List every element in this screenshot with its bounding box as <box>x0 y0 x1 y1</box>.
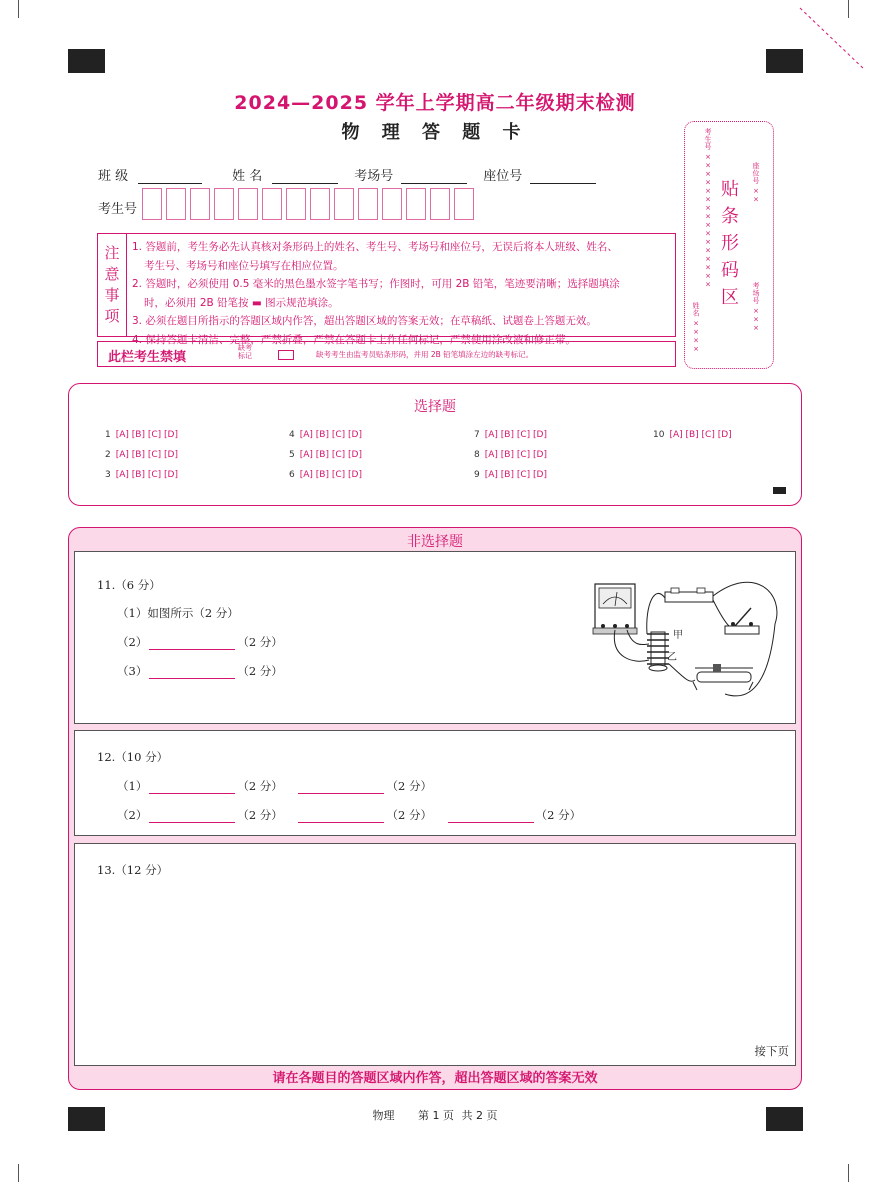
notice-char: 注 <box>104 244 120 262</box>
score-label: （2 分） <box>237 635 283 649</box>
choice-number: 2 <box>105 450 111 460</box>
answer-blank[interactable] <box>149 666 235 679</box>
choice-options[interactable]: [A] [B] [C] [D] <box>669 430 732 440</box>
exam-digit-box[interactable] <box>334 188 354 220</box>
choice-options[interactable]: [A] [B] [C] [D] <box>484 470 547 480</box>
choice-title: 选择题 <box>414 399 456 415</box>
exam-digit-box[interactable] <box>382 188 402 220</box>
page-title: 2024—2025 学年上学期高二年级期末检测 <box>234 92 636 114</box>
student-info-row <box>98 165 612 184</box>
barcode-seat-hint: 座位号 ×× <box>752 162 760 205</box>
q13-panel[interactable] <box>74 843 796 1066</box>
exam-digit-box[interactable] <box>358 188 378 220</box>
choice-item[interactable] <box>474 470 547 480</box>
choice-options[interactable]: [A] [B] [C] [D] <box>115 470 178 480</box>
choice-item[interactable] <box>105 470 178 480</box>
fold-line <box>795 0 870 75</box>
class-field[interactable] <box>138 169 202 184</box>
notice-line: 3. 必须在题目所指示的答题区域内作答，超出答题区域的答案无效；在草稿纸、试题卷上答题无效。 <box>132 315 597 327</box>
choice-options[interactable]: [A] [B] [C] [D] <box>299 430 362 440</box>
answer-blank[interactable] <box>149 637 235 650</box>
barcode-area <box>684 121 774 369</box>
exam-digit-box[interactable] <box>262 188 282 220</box>
notice-side-label <box>98 234 127 336</box>
score-label: （2 分） <box>386 808 432 822</box>
answer-blank[interactable] <box>149 810 235 823</box>
crop-mark <box>0 1164 19 1182</box>
absent-mark-label: 缺考标记 <box>238 344 252 360</box>
seat-label: 座位号 <box>483 169 523 184</box>
barcode-label <box>721 176 741 311</box>
exam-digit-box[interactable] <box>430 188 450 220</box>
q12-part2 <box>117 807 581 823</box>
room-label: 考场号 <box>354 169 394 184</box>
q11-part2-label: （2） <box>117 635 148 649</box>
footer-subject: 物理 <box>372 1109 395 1122</box>
crop-mark <box>848 1164 867 1182</box>
barcode-char: 区 <box>721 287 739 308</box>
footer-page: 第 1 页 <box>418 1109 454 1122</box>
barcode-name-hint: 姓名 ×××× <box>692 302 700 354</box>
absent-note: 缺考考生由监考员贴条形码，并用 2B 铅笔填涂左边的缺考标记。 <box>316 350 534 359</box>
notice-char: 项 <box>104 307 120 325</box>
exam-digit-box[interactable] <box>406 188 426 220</box>
choice-number: 7 <box>474 430 480 440</box>
coil-a-label: 甲 <box>673 630 683 641</box>
choice-item[interactable] <box>289 430 362 440</box>
page-subtitle: 物 理 答 题 卡 <box>341 122 529 143</box>
choice-number: 3 <box>105 470 111 480</box>
room-field[interactable] <box>401 169 467 184</box>
exam-digit-box[interactable] <box>310 188 330 220</box>
choice-item[interactable] <box>474 450 547 460</box>
alignment-mark-small <box>773 487 786 494</box>
choice-number: 10 <box>653 430 665 440</box>
exam-digit-box[interactable] <box>238 188 258 220</box>
choice-options[interactable]: [A] [B] [C] [D] <box>115 430 178 440</box>
notice-char: 意 <box>104 265 120 283</box>
q12-part1-label: （1） <box>117 779 148 793</box>
next-page-note: 接下页 <box>754 1044 789 1058</box>
staff-only-title: 此栏考生禁填 <box>108 350 187 365</box>
barcode-id-hint: 考生号 ×××××××××××××××× <box>704 128 712 290</box>
answer-blank[interactable] <box>298 810 384 823</box>
q11-part2 <box>117 634 283 650</box>
notice-box <box>97 233 676 346</box>
score-label: （2 分） <box>237 664 283 678</box>
q11-part3 <box>117 663 283 679</box>
name-field[interactable] <box>272 169 338 184</box>
choice-item[interactable] <box>653 430 732 440</box>
notice-line: 2. 答题时，必须使用 0.5 毫米的黑色墨水签字笔书写；作图时，可用 2B 铅笔，笔迹要清晰；选择题填涂 <box>132 278 620 290</box>
q13-heading: 13.（12 分） <box>97 863 169 877</box>
choice-number: 6 <box>289 470 295 480</box>
answer-blank[interactable] <box>149 781 235 794</box>
choice-options[interactable]: [A] [B] [C] [D] <box>299 450 362 460</box>
circuit-diagram <box>585 564 785 714</box>
choice-number: 4 <box>289 430 295 440</box>
q11-panel[interactable] <box>74 551 796 724</box>
choice-item[interactable] <box>474 430 547 440</box>
name-label: 姓 名 <box>232 169 263 184</box>
nonchoice-title: 非选择题 <box>407 534 463 550</box>
page-footer <box>0 1107 870 1123</box>
barcode-char: 码 <box>721 260 739 281</box>
barcode-char: 条 <box>721 206 739 227</box>
choice-item[interactable] <box>105 450 178 460</box>
coil-b-label: 乙 <box>667 652 677 663</box>
footer-total: 共 2 页 <box>461 1109 498 1122</box>
notice-line: 考生号、考场号和座位号填写在相应位置。 <box>144 259 344 272</box>
answer-blank[interactable] <box>298 781 384 794</box>
exam-digit-box[interactable] <box>166 188 186 220</box>
q11-part3-label: （3） <box>117 664 148 678</box>
score-label: （2 分） <box>535 808 582 822</box>
answer-blank[interactable] <box>448 810 534 823</box>
q12-part2-label: （2） <box>117 808 148 822</box>
exam-number-label: 考生号 <box>98 202 138 217</box>
alignment-mark <box>68 49 105 73</box>
exam-number-boxes[interactable] <box>142 188 478 220</box>
choice-item[interactable] <box>105 430 178 440</box>
q12-part1 <box>117 778 432 794</box>
exam-digit-box[interactable] <box>286 188 306 220</box>
seat-field[interactable] <box>530 169 596 184</box>
choice-section <box>68 383 802 506</box>
notice-char: 事 <box>104 286 120 304</box>
choice-number: 1 <box>105 430 111 440</box>
class-label: 班 级 <box>98 169 129 184</box>
choice-item[interactable] <box>289 470 362 480</box>
crop-mark <box>0 0 19 18</box>
alignment-mark <box>766 49 803 73</box>
barcode-room-hint: 考场号 ××× <box>752 282 760 333</box>
q12-heading: 12.（10 分） <box>97 750 169 764</box>
barcode-char: 贴 <box>721 179 739 200</box>
choice-options[interactable]: [A] [B] [C] [D] <box>299 470 362 480</box>
choice-item[interactable] <box>289 450 362 460</box>
exam-digit-box[interactable] <box>214 188 234 220</box>
q11-part1: （1）如图所示（2 分） <box>117 606 239 620</box>
exam-digit-box[interactable] <box>454 188 474 220</box>
choice-options[interactable]: [A] [B] [C] [D] <box>484 450 547 460</box>
staff-only-row <box>97 341 676 367</box>
notice-text <box>132 238 671 349</box>
answer-area-warning: 请在各题目的答题区域内作答，超出答题区域的答案无效 <box>272 1071 598 1086</box>
choice-number: 8 <box>474 450 480 460</box>
notice-line: 1. 答题前，考生务必先认真核对条形码上的姓名、考生号、考场号和座位号，无误后将本人班级、姓名、 <box>132 241 618 253</box>
barcode-char: 形 <box>721 233 739 254</box>
notice-line: 4. 保持答题卡清洁、完整，严禁折叠，严禁在答题卡上作任何标记，严禁使用涂改液和修正带。 <box>132 333 576 346</box>
score-label: （2 分） <box>237 779 283 793</box>
choice-options[interactable]: [A] [B] [C] [D] <box>484 430 547 440</box>
score-label: （2 分） <box>237 808 283 822</box>
choice-number: 9 <box>474 470 480 480</box>
choice-number: 5 <box>289 450 295 460</box>
absent-mark-box[interactable] <box>278 350 294 360</box>
exam-digit-box[interactable] <box>190 188 210 220</box>
choice-options[interactable]: [A] [B] [C] [D] <box>115 450 178 460</box>
notice-line: 时，必须用 2B 铅笔按 ▬ 图示规范填涂。 <box>144 296 339 309</box>
exam-digit-box[interactable] <box>142 188 162 220</box>
q11-heading: 11.（6 分） <box>97 578 161 592</box>
q12-panel[interactable] <box>74 730 796 836</box>
score-label: （2 分） <box>386 779 432 793</box>
